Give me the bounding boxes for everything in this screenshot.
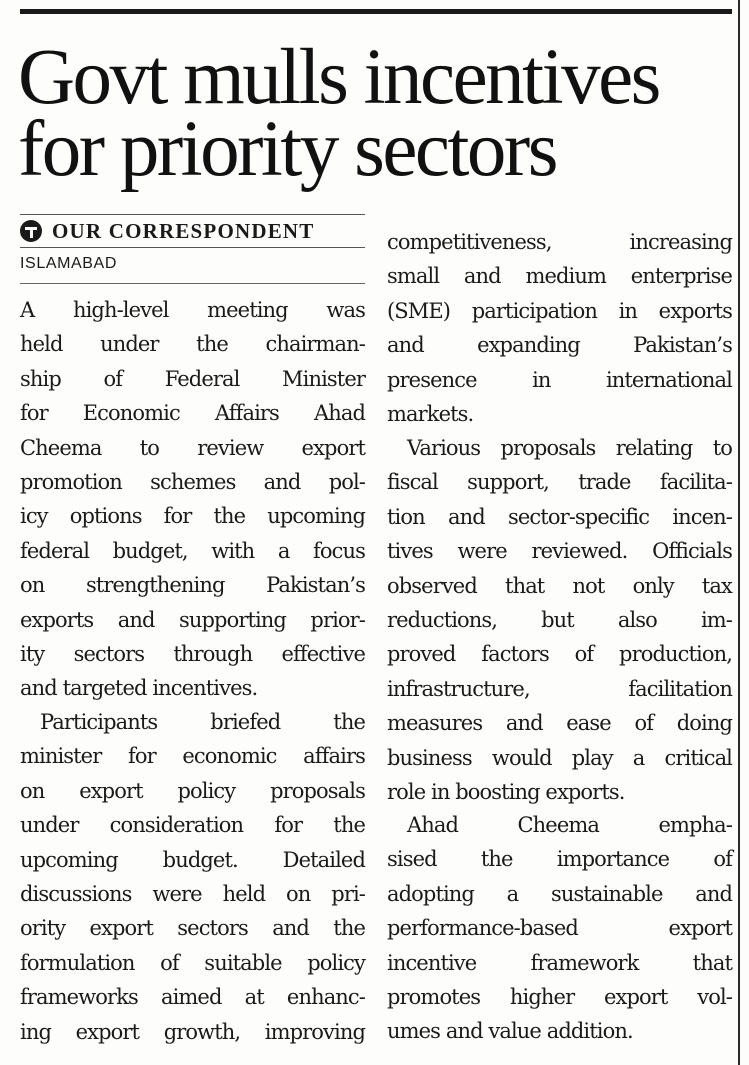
text-line: exports and supporting prior- bbox=[20, 607, 365, 632]
dateline-rule bbox=[20, 283, 365, 284]
headline bbox=[18, 34, 733, 193]
paragraph-4 bbox=[387, 808, 732, 1049]
tribune-t-logo-icon bbox=[20, 220, 42, 242]
text-line: upcoming budget. Detailed bbox=[20, 847, 365, 872]
text-line: under consideration for the bbox=[20, 813, 365, 838]
text-line: Various proposals relating to bbox=[407, 436, 732, 460]
text-line: (SME) participation in exports bbox=[387, 298, 732, 323]
text-line: small and medium enterprise bbox=[387, 264, 732, 289]
headline-line: Govt mulls incentives bbox=[18, 34, 659, 121]
headline-line: for priority sectors bbox=[18, 106, 556, 193]
text-line: role in boosting exports. bbox=[387, 780, 625, 805]
text-line: tion and sector-specific incen- bbox=[387, 504, 732, 529]
text-line: measures and ease of doing bbox=[387, 711, 732, 736]
text-line: infrastructure, facilitation bbox=[387, 676, 732, 701]
text-line: minister for economic affairs bbox=[20, 744, 365, 769]
text-line: on export policy proposals bbox=[20, 778, 365, 803]
paragraph-2 bbox=[20, 705, 365, 1049]
text-line: held under the chairman- bbox=[20, 332, 365, 357]
text-line: formulation of suitable policy bbox=[20, 950, 365, 975]
text-line: observed that not only tax bbox=[387, 573, 732, 598]
text-line: fiscal support, trade facilita- bbox=[387, 470, 732, 495]
text-line: ing export growth, improving bbox=[20, 1019, 365, 1044]
text-line: promotes higher export vol- bbox=[387, 985, 732, 1010]
text-line: sised the importance of bbox=[387, 847, 732, 872]
text-line: ority export sectors and the bbox=[20, 916, 365, 941]
text-line: federal budget, with a focus bbox=[20, 538, 365, 563]
text-line: business would play a critical bbox=[387, 745, 732, 770]
text-line: reductions, but also im- bbox=[387, 608, 732, 633]
text-line: for Economic Affairs Ahad bbox=[20, 401, 365, 426]
text-line: presence in international bbox=[387, 367, 732, 392]
text-line: and expanding Pakistan’s bbox=[387, 333, 732, 358]
text-line: adopting a sustainable and bbox=[387, 881, 732, 906]
text-line: markets. bbox=[387, 402, 474, 427]
text-line: frameworks aimed at enhanc- bbox=[20, 985, 365, 1010]
column-edge-rule bbox=[738, 0, 740, 1065]
text-line: incentive framework that bbox=[387, 950, 732, 975]
paragraph-1 bbox=[20, 293, 365, 706]
text-line: discussions were held on pri- bbox=[20, 882, 365, 907]
text-line: performance-based export bbox=[387, 916, 732, 941]
byline bbox=[20, 214, 365, 248]
text-line: on strengthening Pakistan’s bbox=[20, 573, 365, 598]
text-line: A high-level meeting was bbox=[20, 298, 365, 322]
text-line: Participants briefed the bbox=[40, 710, 365, 734]
dateline: ISLAMABAD bbox=[20, 255, 117, 272]
top-rule bbox=[20, 9, 732, 14]
text-line: ity sectors through effective bbox=[20, 642, 365, 667]
paragraph-3 bbox=[387, 431, 732, 809]
text-line: promotion schemes and pol- bbox=[20, 470, 365, 495]
author-name: OUR CORRESPONDENT bbox=[52, 218, 315, 243]
text-line: icy options for the upcoming bbox=[20, 504, 365, 529]
text-line: tives were reviewed. Officials bbox=[387, 539, 732, 564]
text-line: competitiveness, increasing bbox=[387, 230, 732, 254]
paragraph-2-continued bbox=[387, 225, 732, 431]
text-line: and targeted incentives. bbox=[20, 676, 258, 701]
text-line: Ahad Cheema empha- bbox=[407, 813, 732, 837]
text-line: ship of Federal Minister bbox=[20, 366, 365, 391]
text-line: proved factors of production, bbox=[387, 642, 732, 667]
text-line: umes and value addition. bbox=[387, 1019, 633, 1044]
text-line: Cheema to review export bbox=[20, 435, 365, 460]
